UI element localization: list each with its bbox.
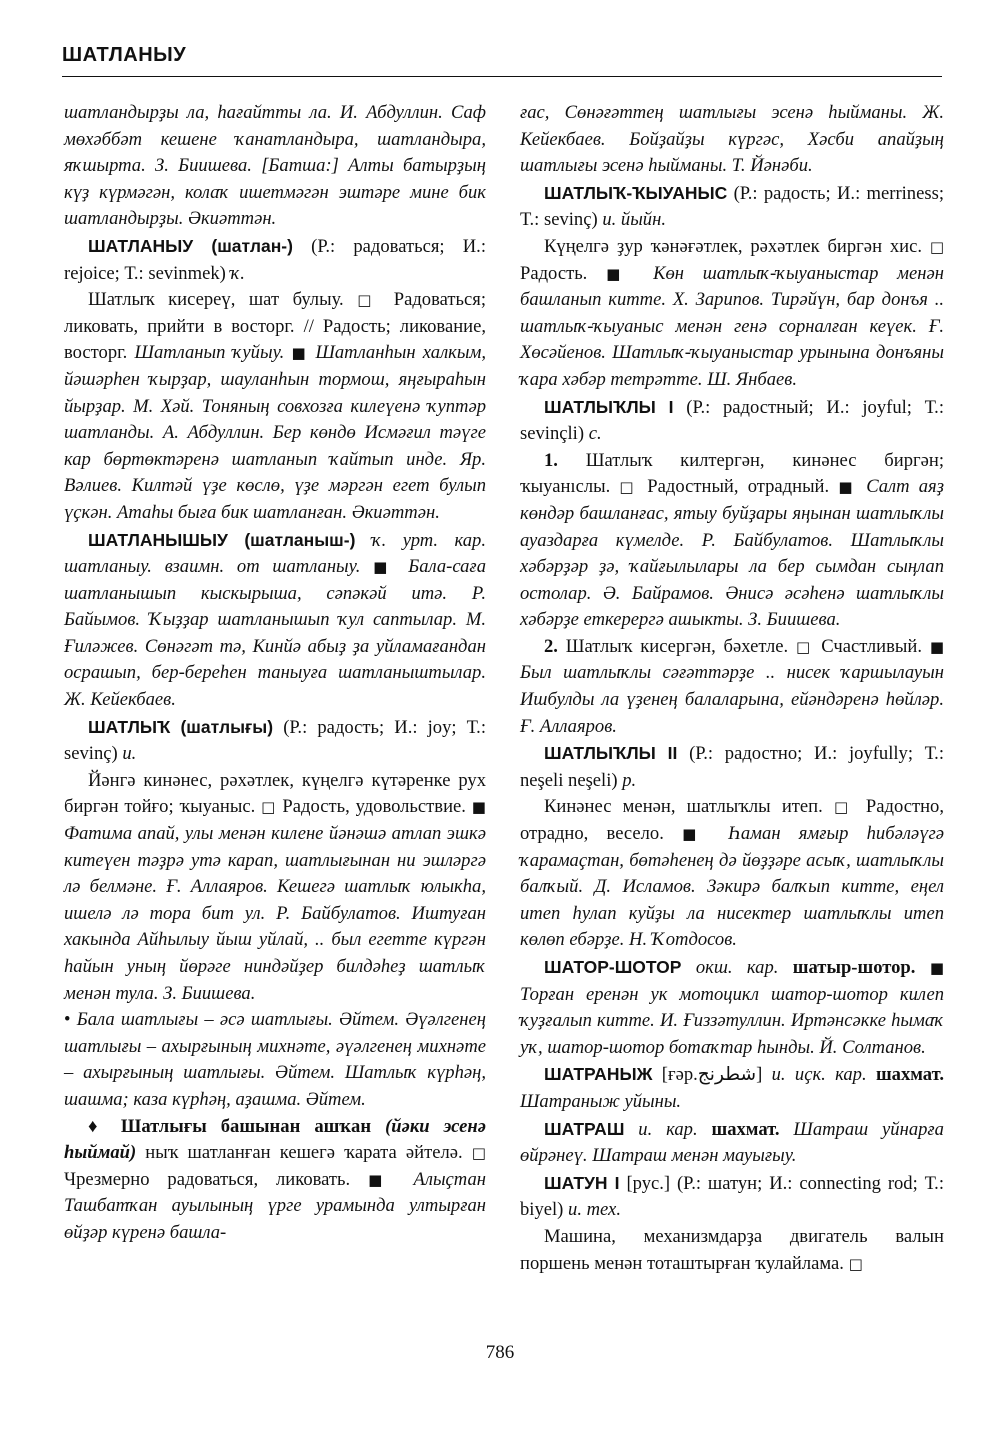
examples: Шатраныж уйыны. <box>520 1090 682 1112</box>
grammar-form: (шатлығы) <box>180 716 274 737</box>
part-of-speech: р. <box>622 769 637 791</box>
idiom-note: (йәки эсенә һыймай) <box>64 1115 486 1164</box>
block-marker: ■ <box>929 959 944 977</box>
continued-paragraph <box>520 100 944 180</box>
headword: ШАТЛЫҠЛЫ I <box>544 396 674 417</box>
entry-body <box>64 768 486 1007</box>
part-of-speech: ҡ. <box>230 262 245 284</box>
examples: Алыҫтан Ташбатҡан ауылының үрге урамында ултырған өйҙәр күренә башла- <box>64 1168 486 1243</box>
part-of-speech: и. йыйн. <box>602 209 666 231</box>
entry-shatrash <box>520 1116 944 1170</box>
square-marker: □ <box>796 637 814 656</box>
translations: (Р.: радостно; И.: joyfully; Т.: neşeli neşeli) <box>520 743 944 791</box>
russian-equivalent: Радостно, отрадно, весело. <box>520 796 944 845</box>
definition: ҡ. урт. кар. шатланыу. взаимн. от шатланыу. <box>64 529 486 578</box>
bullet-marker: • <box>64 1009 71 1031</box>
block-marker: ■ <box>682 825 710 844</box>
block-marker: ■ <box>471 798 486 817</box>
entry-shatlyqly-1 <box>520 394 944 448</box>
square-marker: □ <box>833 798 855 817</box>
block-marker: ■ <box>929 637 944 656</box>
entry-shatranyzh <box>520 1061 944 1115</box>
continued-text: ғас, Сөнәғәттең шатлығы эсенә һыйманы. Ж. Кейекбаев. Бойҙайҙы күргәс, Хәсби апайҙың шатлығы эсенә һыйманы. Т. Йәнәби. <box>520 102 944 177</box>
entry-body <box>64 287 486 526</box>
examples: Шатланһын халкым, йәшәрһен ҡырҙар, шауланһын тормош, яңғыраһын йырҙар. М. Хәй. Тоняның совхозға килеүенә ҡуптәр шатланды. А. Абдуллин. Бер көндө Исмәғил тәүге кар бөртөктәренә шатланып ҡайтып инде. Яр. Вәлиев. Килтәй үҙе көслө, үҙе мәргән егет булып үҫкән. Атаһы быға бик шатланған. Әкиәттән. <box>64 342 486 523</box>
phrase: Шатланып ҡуйыу. <box>134 342 285 364</box>
square-marker: □ <box>848 1254 863 1273</box>
cross-reference: шатыр-шотор. <box>792 957 916 978</box>
sense-2 <box>520 634 944 740</box>
header-rule <box>62 76 942 77</box>
russian-equivalent: Радоваться; ликовать, прийти в восторг. // Радость; ликование, восторг. <box>64 289 486 364</box>
grammar-form: (шатлан-) <box>211 235 293 256</box>
examples: Көн шатлыҡ-ҡыуаныстар менән башланып китте. Х. Зарипов. Тирәйүн, бар донъя .. шатлыҡ-ҡыуаныс менән генә сорналған кеүек. Ғ. Хөсәйенов. Шатлыҡ-ҡыуаныстар урынына донъяны ҡара хәбәр тетрәтте. Ш. Янбаев. <box>520 262 944 390</box>
examples: Салт аяҙ көндәр башланғас, ятыу буйҙары яңынан шатлыҡлы ауаздарға күмелде. Р. Байбулатов. Шатлыҡлы хәбәрҙәр ҙә, ҡайғылылары ла бер сымдан сыңлап остолар. Ә. Байрамов. Әнисә әсәһенә шатлыҡлы хәбәрҙе еткерергә ашыкты. З. Биишева. <box>520 476 944 631</box>
definition: Машина, механизмдарҙа двигатель валын поршень менән тоташтырған ҡулайлама. <box>520 1225 944 1274</box>
russian-equivalent: Чрезмерно радоваться, ликовать. <box>64 1168 351 1190</box>
sense-1 <box>520 448 944 634</box>
proverb-text: Бала шатлығы – әсә шатлығы. Әйтем. Әүәлгенең шатлығы – ахырғының михнәте, әүәлгенең михнәте – ахырғының шатлығы. Әйтем. Шатлыҡ күрһәң, шашма; каза күрһәң, аҙашма. Әйтем. <box>64 1009 486 1110</box>
examples: Шатраш уйнарға өйрәнеү. Шатраш менән мауығыу. <box>520 1118 944 1167</box>
entry-body <box>520 1224 944 1277</box>
translations: (Р.: радостный; И.: joyful; Т.: sevinçli) <box>520 396 944 445</box>
label: и. иҫк. кар. <box>771 1064 867 1086</box>
definition: Шатлыҡ килтергән, кинәнес биргән; ҡыуанıслы. <box>520 449 944 498</box>
headword: ШАТЛАНЫУ <box>88 235 194 256</box>
examples: Фатима апай, улы менән килене йәнәшә атлап эшкә китеүен тәҙрә утә карап, шатлығынан ни эшләргә лә белмәне. Ғ. Аллаяров. Кешегә шатлыҡ юлыкһа, ишелә лә тора бит ул. Р. Байбулатов. Иштуған хакында Айһылыу йыш уйлай, .. был егеттe күргән һайын уның йөрәге ниндәйҙер билдәһеҙ шатлыҡ менән тула. З. Биишева. <box>64 823 486 1004</box>
entry-shatlanyu <box>64 233 486 287</box>
etymology-open: [ғәр. <box>661 1064 698 1086</box>
left-column <box>64 100 486 1247</box>
entry-shator-shotor <box>520 954 944 1061</box>
part-of-speech: и. <box>122 743 137 765</box>
block-marker: ■ <box>368 1170 396 1189</box>
sense-number: 2. <box>544 635 558 657</box>
arabic-script: شطرنج <box>697 1064 757 1086</box>
entry-idiom <box>64 1114 486 1247</box>
etymology-close: ] <box>756 1064 763 1086</box>
entry-shatun <box>520 1170 944 1224</box>
continued-text: шатландырҙы ла, һағайтты ла. И. Абдуллин. Саф мөхәббәт кешене ҡанатландыра, шатландыра, яҡшырта. З. Биишева. [Батша:] Алты батырҙың күҙ күрмәгән, колаҡ ишетмәгән эштәре мине бик шатландырҙы. Әкиәттән. <box>64 102 486 230</box>
diamond-marker: ♦ <box>88 1115 107 1137</box>
headword: ШАТЛАНЫШЫУ <box>88 529 228 550</box>
right-column <box>520 100 944 1277</box>
part-of-speech: с. <box>588 423 602 445</box>
idiom: Шатлығы башынан ашҡан <box>120 1115 372 1137</box>
translations: [рус.] (Р.: шатун; И.: connecting rod; Т.: biyel) <box>520 1172 944 1221</box>
definition: Күңелгә ҙур ҡәнәғәтлек, рәхәтлек биргән хис. <box>544 235 922 257</box>
examples: Был шатлыҡлы сәғәттәрҙе .. нисек ҡаршылауын Ишбулды ла үҙенең балаларына, ейәндәренә һөйләр. Ғ. Аллаяров. <box>520 662 944 737</box>
page-number: 786 <box>485 1342 515 1363</box>
definition: Шатлыҡ кисереү, шат булыу. <box>88 289 344 311</box>
definition: Кинәнес менән, шатлыҡлы итеп. <box>544 796 823 818</box>
square-marker: □ <box>261 798 277 817</box>
definition: Йәнгә кинәнес, рәхәтлек, күңелгә күтәренке рух биргән тойғо; ҡыуаныс. <box>64 769 486 818</box>
entry-shatlanyshyu <box>64 527 486 714</box>
russian-equivalent: Счастливый. <box>821 635 922 657</box>
running-title: ШАТЛАНЫУ <box>62 44 187 66</box>
block-marker: ■ <box>291 344 309 363</box>
entry-shatlyq <box>64 714 486 768</box>
entry-body <box>520 794 944 954</box>
translations: (Р.: радоваться; И.: rejoice; Т.: sevinmek) <box>64 235 486 284</box>
headword: ШАТЛЫҠ <box>88 716 171 737</box>
definition: ныҡ шатланған кешегә ҡарата әйтелә. <box>145 1142 463 1164</box>
part-of-speech: и. тех. <box>568 1199 621 1221</box>
block-marker: ■ <box>838 478 858 497</box>
grammar-form: (шатланыш-) <box>244 529 356 550</box>
proverbs <box>64 1007 486 1113</box>
label: и. кар. <box>638 1118 698 1140</box>
examples: Һаман ямғыр һибәләүгә ҡарамаҫтан, бөтәһенең дә йөҙҙәре асыҡ, шатлыҡлы балҡый. Д. Исламов. Зәкирә балҡып китте, еңел итеп һулап куйҙы ла нисектер шатлыҡлы итеп көлөп ебәрҙе. Н. Ҡотдосов. <box>520 823 944 951</box>
square-marker: □ <box>357 291 381 310</box>
entry-body <box>520 234 944 394</box>
examples: Торған еренән ук мотоцикл шатор-шотор килеп ҡуҙғалып китте. И. Ғиззәтуллин. Иртәнсәкке һымаҡ уҡ, шатор-шотор ботаҡтар һынды. Й. Солтанов. <box>520 983 944 1058</box>
headword: ШАТРАНЫЖ <box>544 1064 653 1085</box>
headword: ШАТРАШ <box>544 1118 625 1139</box>
headword: ШАТЛЫҠЛЫ II <box>544 743 678 764</box>
examples: Бала-саға шатланышып кыскырыша, сәпәкәй итә. Р. Байымов. Ҡыҙҙар шатланышып ҡул саптылар. М. Ғиләжев. Сөнәгәт тә, Кинйә абыҙ ҙа уйламағандан осрашып, бер-береһен таныуға шатланыштылар. Ж. Кейекбаев. <box>64 556 486 711</box>
sense-number: 1. <box>544 449 558 471</box>
russian-equivalent: Радостный, отрадный. <box>647 476 830 498</box>
square-marker: □ <box>929 237 944 256</box>
continued-paragraph <box>64 100 486 233</box>
square-marker: □ <box>471 1144 486 1163</box>
entry-shatlyqly-2 <box>520 740 944 794</box>
label: окш. кар. <box>695 957 779 978</box>
translations: (Р.: радость; И.: merriness; Т.: sevinç) <box>520 182 944 231</box>
square-marker: □ <box>619 478 639 497</box>
block-marker: ■ <box>373 558 396 577</box>
cross-reference: шахмат. <box>875 1064 944 1086</box>
russian-equivalent: Радость. <box>520 262 588 284</box>
block-marker: ■ <box>606 264 635 283</box>
cross-reference: шахмат. <box>711 1118 780 1140</box>
definition: Шатлыҡ кисергән, бәхетле. <box>565 635 789 657</box>
headword: ШАТЛЫҠ-ҠЫУАНЫС <box>544 182 728 203</box>
translations: (Р.: радость; И.: joy; Т.: sevinç) <box>64 716 486 765</box>
russian-equivalent: Радость, удовольствие. <box>282 796 466 818</box>
entry-shatlyq-quanys <box>520 180 944 234</box>
headword: ШАТОР-ШОТОР <box>544 957 682 977</box>
headword: ШАТУН I <box>544 1172 620 1193</box>
